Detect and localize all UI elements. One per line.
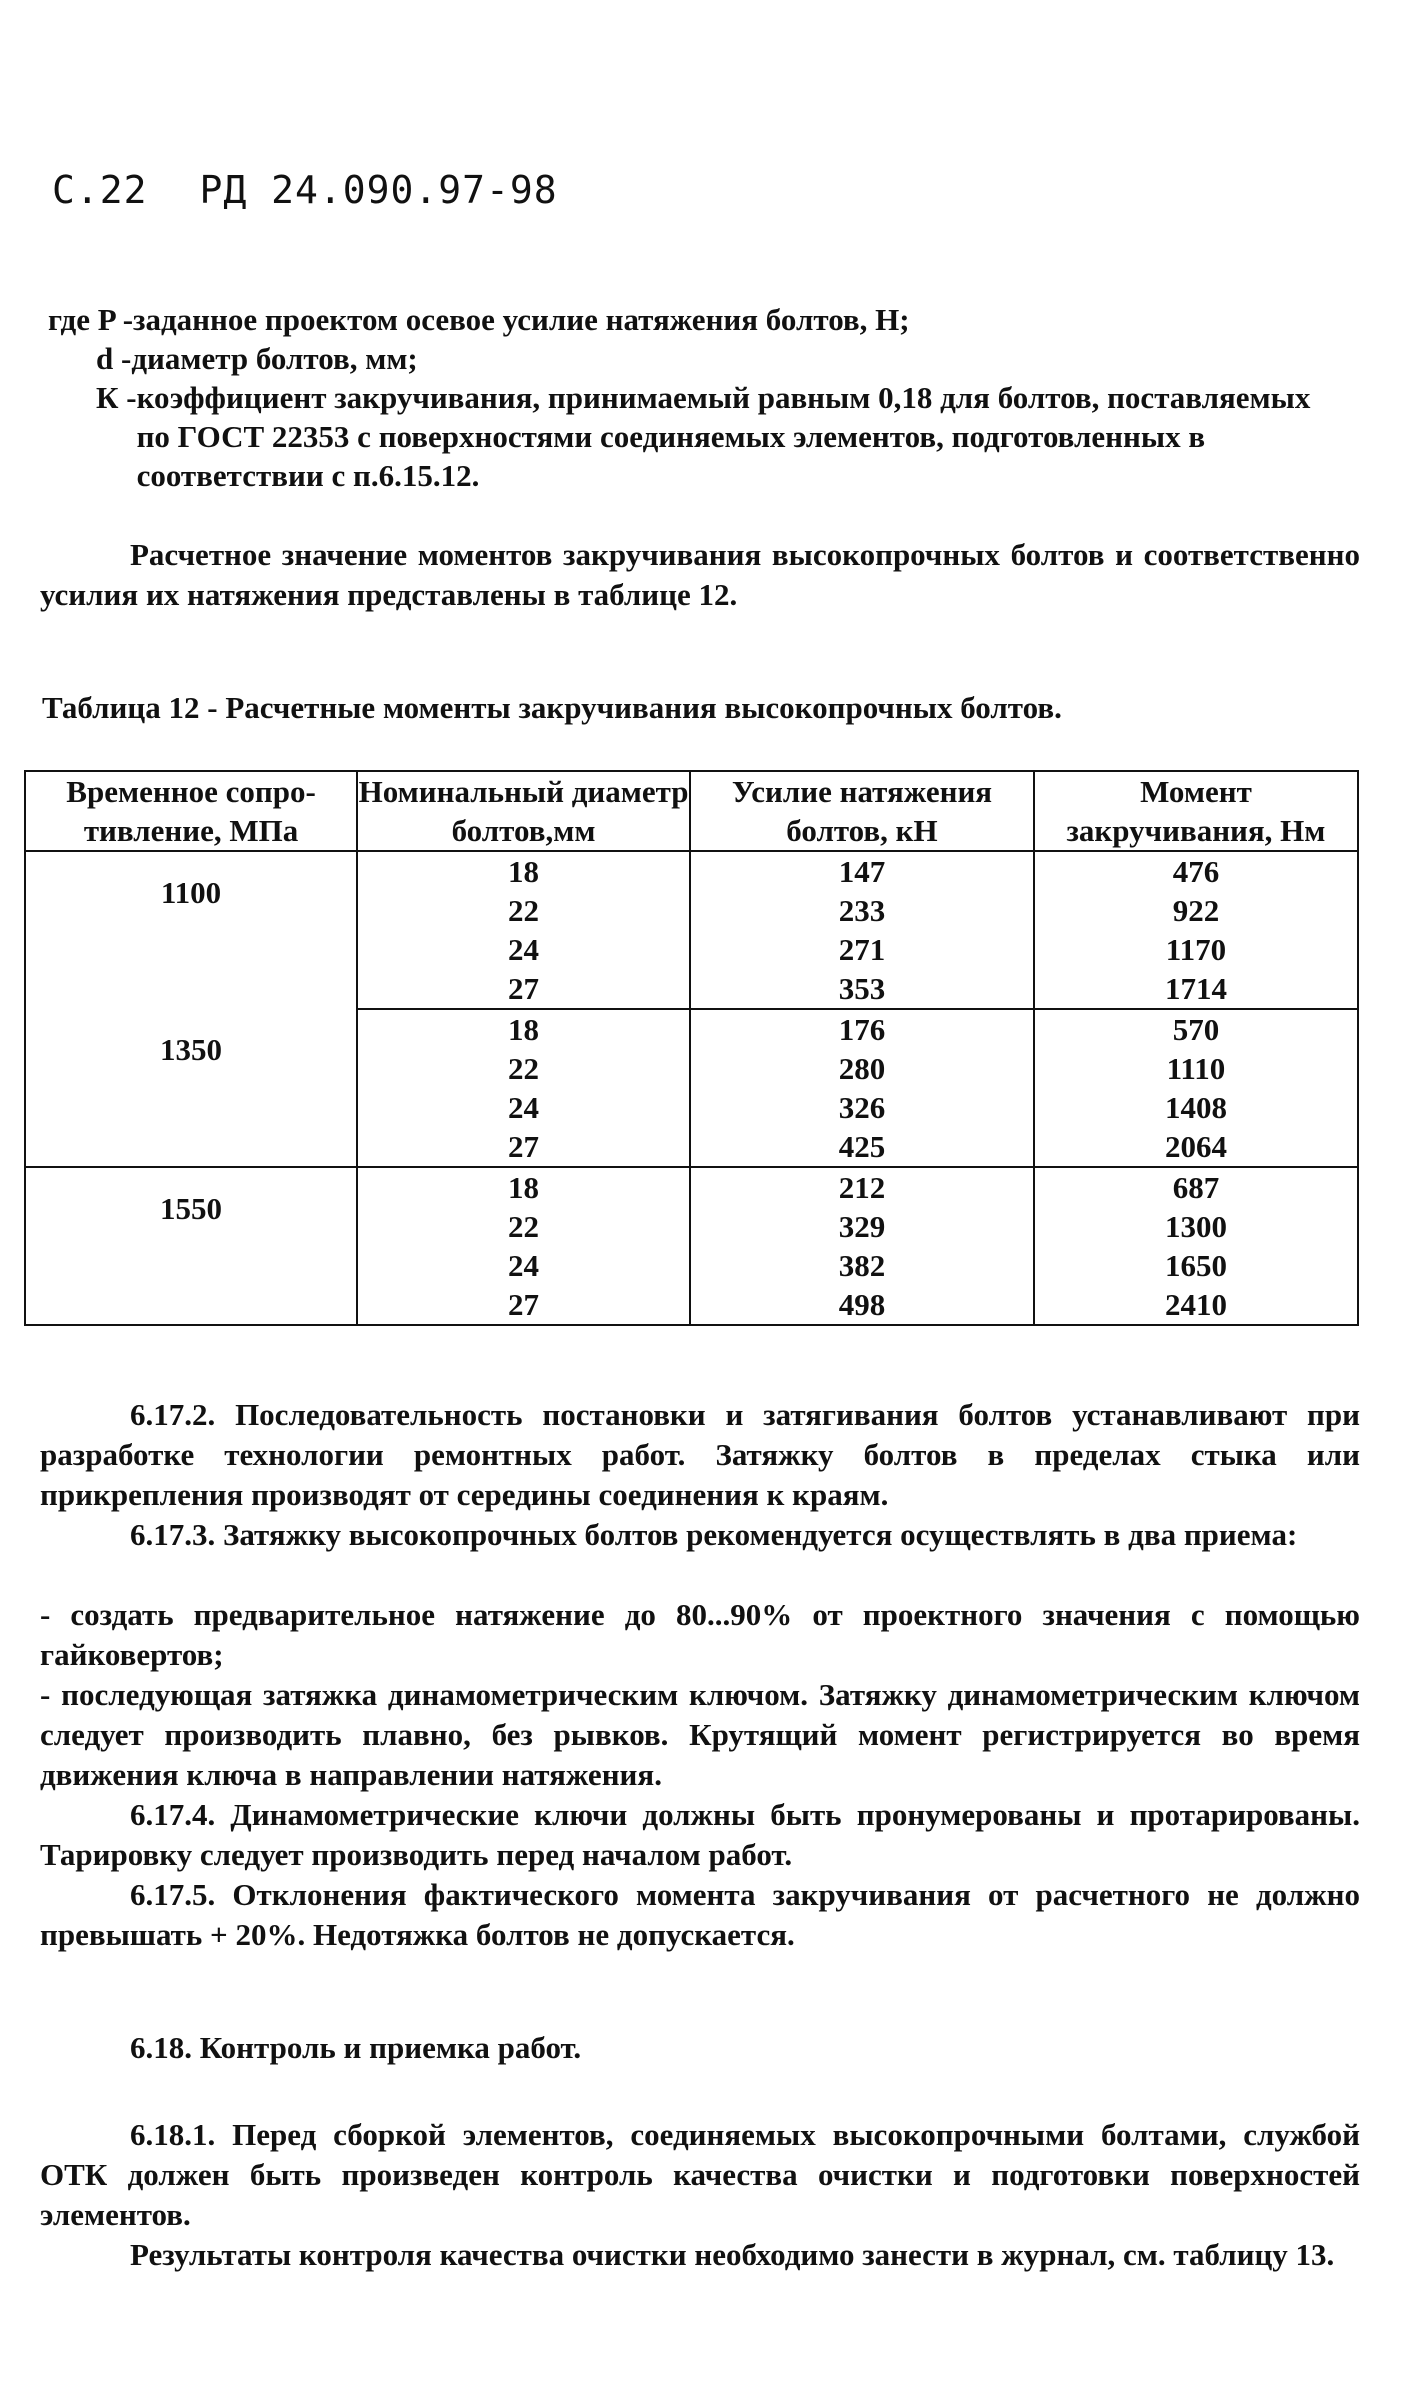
cell-diameter: 24 <box>357 1088 690 1127</box>
cell-force: 353 <box>690 969 1034 1009</box>
cell-diameter: 24 <box>357 930 690 969</box>
cell-force: 147 <box>690 851 1034 891</box>
cell-force: 280 <box>690 1049 1034 1088</box>
cell-diameter: 27 <box>357 969 690 1009</box>
cell-diameter: 27 <box>357 1127 690 1167</box>
paragraph-6-17-5: 6.17.5. Отклонения фактического момента закручивания от расчетного не должно превышать + 20%. Недотяжка болтов не допускается. <box>40 1877 1360 1952</box>
table-row <box>25 1167 1358 1207</box>
header-moment: Момент закручивания, Нм <box>1034 771 1358 851</box>
definition-item <box>48 339 1348 378</box>
paragraph-results: Результаты контроля качества очистки необходимо занести в журнал, см. таблицу 13. <box>130 2237 1335 2272</box>
page-number: С.22 <box>52 168 148 212</box>
paragraph-6-17-3: 6.17.3. Затяжку высокопрочных болтов рекомендуется осуществлять в два приема: <box>130 1517 1298 1552</box>
intro-paragraph: Расчетное значение моментов закручивания высокопрочных болтов и соответственно усилия их натяжения представлены в таблице 12. <box>40 537 1360 612</box>
document-code: РД 24.090.97-98 <box>199 168 558 212</box>
cell-diameter: 24 <box>357 1246 690 1285</box>
cell-force: 233 <box>690 891 1034 930</box>
cell-diameter: 27 <box>357 1285 690 1325</box>
table-row <box>25 1009 1358 1049</box>
cell-force: 498 <box>690 1285 1034 1325</box>
cell-force: 271 <box>690 930 1034 969</box>
list-item: - последующая затяжка динамометрическим ключом. Затяжку динамометрическим ключом следует производить плавно, без рывков. Крутящий момент регистрируется во время движения ключа в направлении натяжения. <box>40 1677 1360 1792</box>
cell-moment: 1714 <box>1034 969 1358 1009</box>
cell-strength: 1550 <box>25 1167 357 1325</box>
cell-moment: 1300 <box>1034 1207 1358 1246</box>
cell-moment: 2064 <box>1034 1127 1358 1167</box>
cell-strength: 1100 <box>25 851 357 1009</box>
cell-diameter: 22 <box>357 1049 690 1088</box>
definition-text: заданное проектом осевое усилие натяжения болтов, Н; <box>133 302 910 337</box>
cell-diameter: 22 <box>357 891 690 930</box>
bolt-torque-table <box>24 770 1359 1326</box>
cell-force: 212 <box>690 1167 1034 1207</box>
definition-text: диаметр болтов, мм; <box>131 341 418 376</box>
list-item: - создать предварительное натяжение до 80...90% от проектного значения с помощью гайковертов; <box>40 1597 1360 1672</box>
section-title: 6.18. Контроль и приемка работ. <box>130 2030 582 2065</box>
cell-moment: 687 <box>1034 1167 1358 1207</box>
cell-moment: 1408 <box>1034 1088 1358 1127</box>
paragraph-6-17-4: 6.17.4. Динамометрические ключи должны быть пронумерованы и протарированы. Тарировку следует производить перед началом работ. <box>40 1797 1360 1872</box>
formula-definitions <box>48 300 1348 495</box>
cell-force: 176 <box>690 1009 1034 1049</box>
definition-symbol: где P - <box>48 302 134 337</box>
cell-diameter: 18 <box>357 1009 690 1049</box>
cell-force: 329 <box>690 1207 1034 1246</box>
table-caption: Таблица 12 - Расчетные моменты закручивания высокопрочных болтов. <box>42 690 1062 725</box>
cell-moment: 922 <box>1034 891 1358 930</box>
definition-item <box>48 300 1348 339</box>
cell-force: 425 <box>690 1127 1034 1167</box>
definition-symbol: d - <box>96 341 132 376</box>
paragraph-6-17-2: 6.17.2. Последовательность постановки и затягивания болтов устанавливают при разработке технологии ремонтных работ. Затяжку болтов в пределах стыка или прикрепления производят от середины соединения к краям. <box>40 1397 1360 1512</box>
cell-moment: 2410 <box>1034 1285 1358 1325</box>
cell-moment: 1110 <box>1034 1049 1358 1088</box>
cell-strength: 1350 <box>25 1009 357 1167</box>
paragraph-6-18-1: 6.18.1. Перед сборкой элементов, соединяемых высокопрочными болтами, службой ОТК должен быть произведен контроль качества очистки и подготовки поверхностей элементов. <box>40 2117 1360 2232</box>
definition-text: коэффициент закручивания, принимаемый равным 0,18 для болтов, поставляемых по ГОСТ 22353 с поверхностями соединяемых элементов, подготовленных в соответствии с п.6.15.12. <box>136 380 1311 493</box>
definition-item <box>48 378 1348 495</box>
cell-moment: 1170 <box>1034 930 1358 969</box>
header-diameter: Номинальный диаметр болтов,мм <box>357 771 690 851</box>
header-strength: Временное сопро-тивление, МПа <box>25 771 357 851</box>
cell-diameter: 18 <box>357 851 690 891</box>
cell-moment: 1650 <box>1034 1246 1358 1285</box>
table-header-row <box>25 771 1358 851</box>
page-header <box>52 168 610 212</box>
cell-force: 326 <box>690 1088 1034 1127</box>
cell-diameter: 22 <box>357 1207 690 1246</box>
header-force: Усилие натяжения болтов, кН <box>690 771 1034 851</box>
table-row <box>25 851 1358 891</box>
cell-diameter: 18 <box>357 1167 690 1207</box>
cell-moment: 476 <box>1034 851 1358 891</box>
definition-symbol: К - <box>96 380 137 415</box>
cell-moment: 570 <box>1034 1009 1358 1049</box>
cell-force: 382 <box>690 1246 1034 1285</box>
